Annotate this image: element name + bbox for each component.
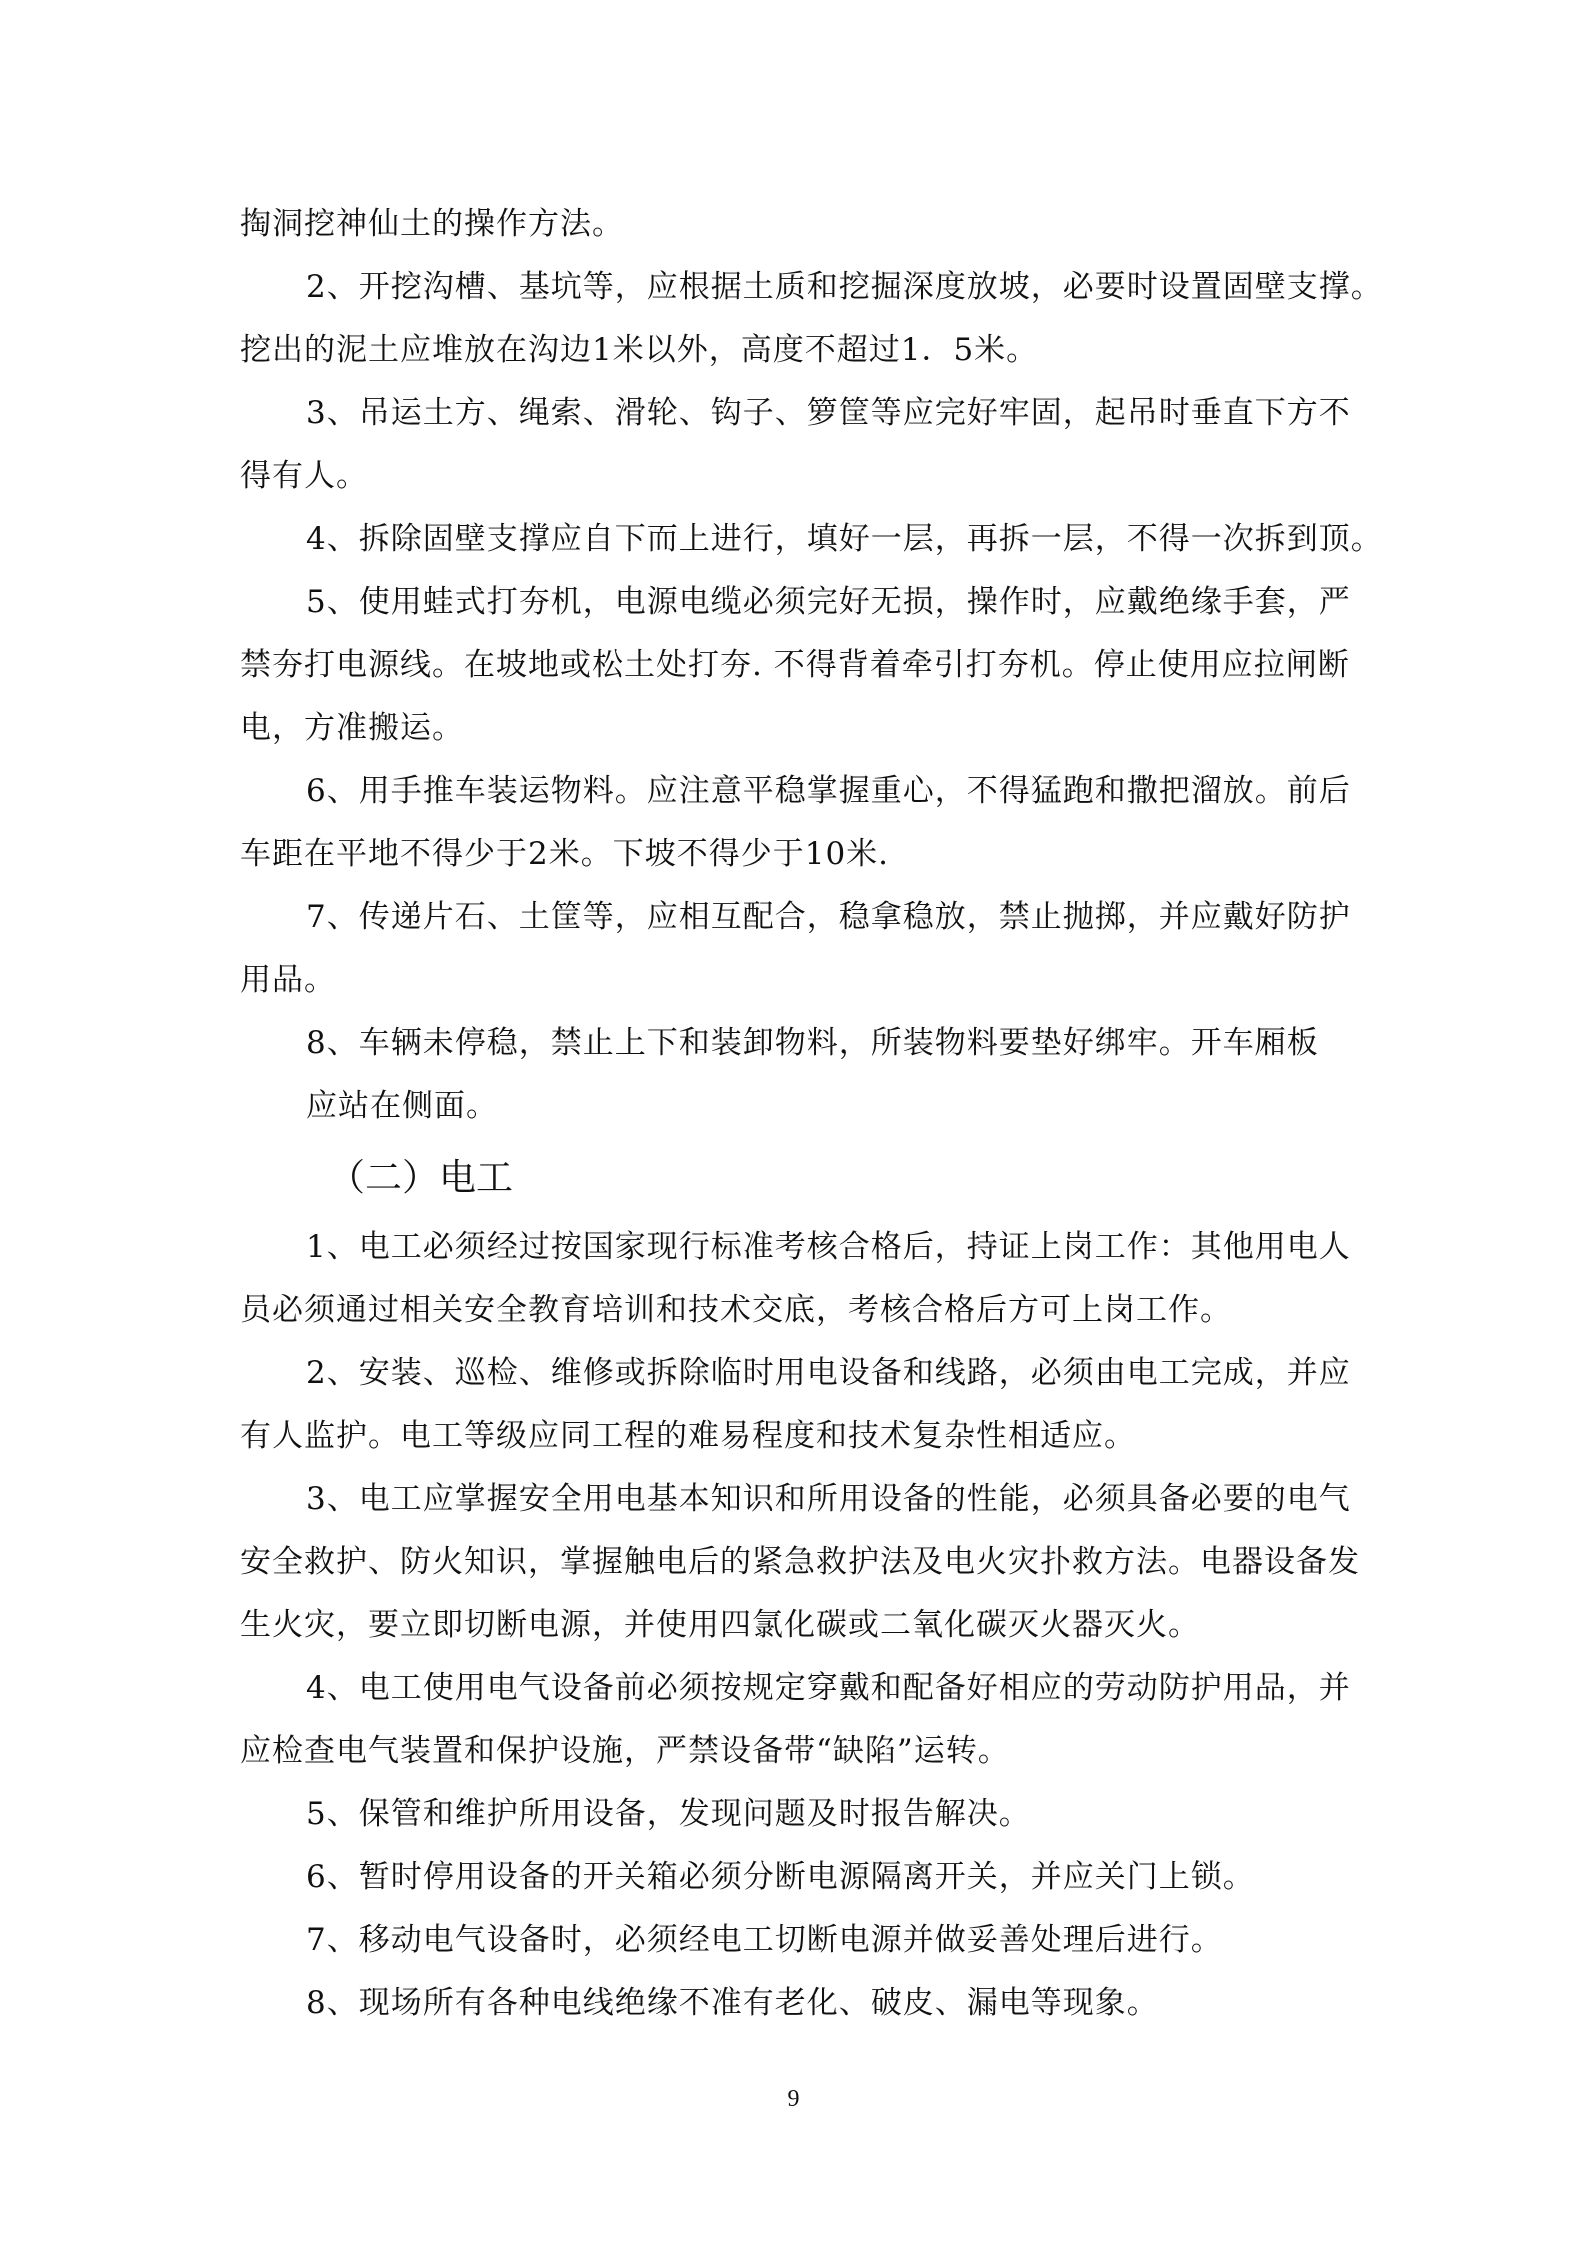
text-line: 3、电工应掌握安全用电基本知识和所用设备的性能，必须具备必要的电气 <box>306 1481 1351 1517</box>
document-body <box>240 193 1383 2035</box>
text-line: 8、车辆未停稳，禁止上下和装卸物料，所装物料要垫好绑牢。开车厢板 <box>306 1025 1319 1061</box>
text-line: 安全救护、防火知识，掌握触电后的紧急救护法及电火灾扑救方法。电器设备发 <box>240 1544 1360 1580</box>
text-line: 4、电工使用电气设备前必须按规定穿戴和配备好相应的劳动防护用品，并 <box>306 1670 1351 1706</box>
text-line: 得有人。 <box>240 458 368 494</box>
text-line: 应站在侧面。 <box>306 1088 498 1124</box>
text-line: 用品。 <box>240 962 336 998</box>
text-line: 8、现场所有各种电线绝缘不准有老化、破皮、漏电等现象。 <box>306 1985 1159 2021</box>
text-line: 4、拆除固壁支撑应自下而上进行，填好一层，再拆一层，不得一次拆到顶。 <box>306 521 1383 557</box>
text-line: 应检查电气装置和保护设施，严禁设备带“缺陷”运转。 <box>240 1733 1010 1769</box>
text-line: 电，方准搬运。 <box>240 710 464 746</box>
text-line: 生火灾，要立即切断电源，并使用四氯化碳或二氧化碳灭火器灭火。 <box>240 1607 1200 1643</box>
section-heading: （二）电工 <box>328 1156 513 1199</box>
text-line: 员必须通过相关安全教育培训和技术交底，考核合格后方可上岗工作。 <box>240 1292 1232 1328</box>
text-line: 禁夯打电源线。在坡地或松土处打夯. 不得背着牵引打夯机。停止使用应拉闸断 <box>240 647 1350 683</box>
text-line: 1、电工必须经过按国家现行标准考核合格后，持证上岗工作：其他用电人 <box>306 1229 1351 1265</box>
text-line: 3、吊运土方、绳索、滑轮、钩子、箩筐等应完好牢固，起吊时垂直下方不 <box>306 395 1351 431</box>
text-line: 5、使用蛙式打夯机，电源电缆必须完好无损，操作时，应戴绝缘手套，严 <box>306 584 1351 620</box>
text-line: 7、移动电气设备时，必须经电工切断电源并做妥善处理后进行。 <box>306 1922 1223 1958</box>
text-line: 挖出的泥土应堆放在沟边1米以外，高度不超过1．5米。 <box>240 332 1039 368</box>
text-line: 有人监护。电工等级应同工程的难易程度和技术复杂性相适应。 <box>240 1418 1136 1454</box>
text-line: 掏洞挖神仙土的操作方法。 <box>240 206 624 242</box>
text-line: 车距在平地不得少于2米。下坡不得少于10米. <box>240 836 890 872</box>
page-number: 9 <box>787 2086 800 2112</box>
text-line: 6、暂时停用设备的开关箱必须分断电源隔离开关，并应关门上锁。 <box>306 1859 1255 1895</box>
text-line: 6、用手推车装运物料。应注意平稳掌握重心，不得猛跑和撒把溜放。前后 <box>306 773 1351 809</box>
text-line: 5、保管和维护所用设备，发现问题及时报告解决。 <box>306 1796 1031 1832</box>
text-line: 2、安装、巡检、维修或拆除临时用电设备和线路，必须由电工完成，并应 <box>306 1355 1351 1391</box>
text-line: 2、开挖沟槽、基坑等，应根据土质和挖掘深度放坡，必要时设置固壁支撑。 <box>306 269 1383 305</box>
text-line: 7、传递片石、土筐等，应相互配合，稳拿稳放，禁止抛掷，并应戴好防护 <box>306 899 1351 935</box>
